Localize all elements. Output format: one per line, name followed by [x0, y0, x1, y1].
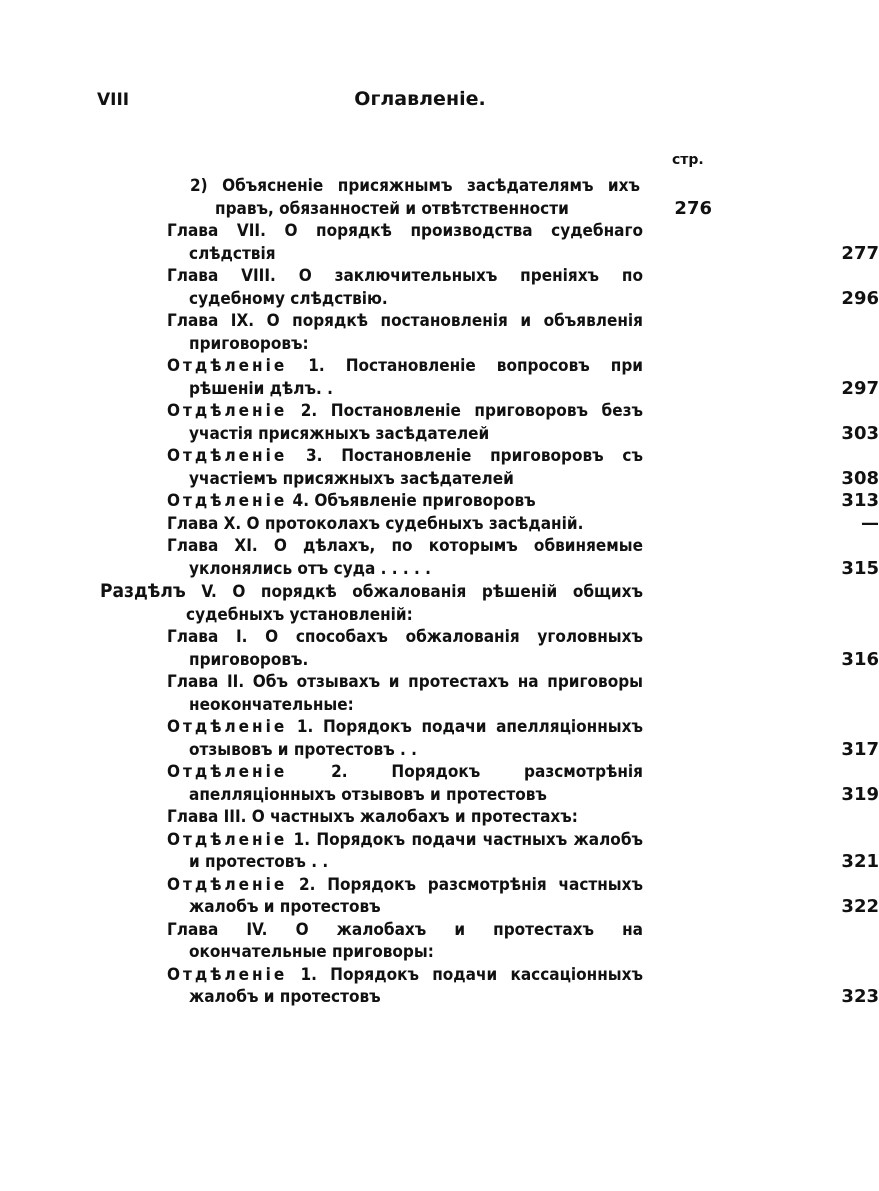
- toc-entry-title: 2. Порядокъ разсмотрѣнія апелляціонныхъ отзывовъ и протестовъ: [189, 762, 643, 805]
- toc-entry-text: [167, 535, 643, 580]
- toc-entry-page: 297: [841, 377, 879, 399]
- toc-entry: [167, 671, 643, 716]
- toc-entry-prefix: Глава: [167, 672, 219, 692]
- toc-entry: [167, 512, 879, 536]
- toc-entry-prefix: Глава: [167, 221, 219, 241]
- toc-entry: [167, 400, 879, 445]
- toc-entry-text: [167, 874, 643, 919]
- toc-entry-prefix: Отдѣленіе: [167, 762, 288, 782]
- toc-entry-page: 277: [841, 242, 879, 264]
- toc-entry-page: 321: [841, 851, 879, 872]
- toc-entry: [167, 964, 879, 1009]
- toc-entry-title: VIII. О заключительныхъ преніяхъ по судебному слѣдствію.: [189, 266, 643, 309]
- toc-entry-text: [167, 829, 643, 874]
- toc-entry-title: X. О протоколахъ судебныхъ засѣданій.: [218, 513, 584, 534]
- toc-entry-page: 296: [841, 287, 879, 309]
- toc-entry-page: 317: [841, 738, 879, 760]
- toc-entry-title: IX. О порядкѣ постановленія и объявленія приговоровъ:: [189, 311, 643, 354]
- toc-entry-title: VII. О порядкѣ производства судебнаго слѣдствія: [189, 221, 643, 264]
- toc-entry-prefix: Глава: [167, 311, 219, 331]
- toc-entry-title: III. О частныхъ жалобахъ и протестахъ:: [218, 807, 578, 827]
- toc-entry-prefix: Отдѣленіе: [167, 356, 288, 376]
- toc-entry-text: [167, 265, 643, 310]
- toc-entry-prefix: Отдѣленіе: [167, 964, 288, 985]
- toc-entry-text: [167, 671, 643, 716]
- toc-entry-prefix: Отдѣленіе: [167, 446, 288, 466]
- toc-entry-title: 2. Постановленіе приговоровъ безъ участія присяжныхъ засѣдателей: [189, 401, 643, 444]
- toc-entry: [100, 580, 643, 626]
- page-number: VIII: [97, 90, 130, 110]
- toc-entry: [167, 265, 879, 310]
- toc-entry-title: 1. Порядокъ подачи частныхъ жалобъ и протестовъ . .: [189, 829, 643, 872]
- toc-entry-text: [167, 513, 643, 536]
- toc-entry: [167, 310, 643, 355]
- toc-entry-text: [167, 716, 643, 761]
- toc-entry: [167, 716, 879, 761]
- toc-entry-page: 323: [841, 986, 879, 1007]
- toc-entry: [167, 919, 643, 964]
- toc-entry: [167, 490, 879, 513]
- toc-entry-text: [167, 761, 643, 806]
- toc-entry-title: II. Объ отзывахъ и протестахъ на приговоры неокончательные:: [189, 672, 643, 715]
- toc-entry-text: [167, 964, 643, 1009]
- toc-entry-page: 276: [674, 197, 712, 219]
- toc-entry-title: IV. О жалобахъ и протестахъ на окончательные приговоры:: [189, 919, 643, 962]
- toc-entry-text: [167, 220, 643, 265]
- toc-entry-page: 315: [841, 557, 879, 579]
- page-title: Оглавленіе.: [354, 88, 486, 110]
- toc-entry-title: XI. О дѣлахъ, по которымъ обвиняемые уклонялись отъ суда . . . . .: [189, 536, 643, 579]
- toc-entry-text: [167, 919, 643, 964]
- toc-entry: [167, 806, 643, 829]
- toc-entry-prefix: Отдѣленіе: [167, 874, 288, 895]
- toc-entry-prefix: Глава: [167, 266, 219, 286]
- toc-entry-title: 3. Постановленіе приговоровъ съ участіемъ присяжныхъ засѣдателей: [189, 446, 643, 489]
- toc-entry-page: 303: [841, 422, 879, 444]
- toc-entry-page: 313: [841, 490, 879, 511]
- toc-entry-text: [167, 806, 643, 829]
- toc-entry-title: I. О способахъ обжалованія уголовныхъ приговоровъ.: [189, 627, 643, 670]
- toc-entry-text: [167, 355, 643, 400]
- toc-entry-text: [167, 400, 643, 445]
- toc-entry-page: 319: [841, 783, 879, 805]
- toc-entry-title: 1. Порядокъ подачи кассаціонныхъ жалобъ и протестовъ: [189, 964, 643, 1007]
- toc-entry-prefix: Глава: [167, 536, 219, 556]
- toc-entry: [167, 445, 879, 490]
- toc-entry-title: V. О порядкѣ обжалованія рѣшеній общихъ судебныхъ установленій:: [185, 582, 643, 625]
- toc-entry-title: 1. Постановленіе вопросовъ при рѣшеніи дѣлъ. .: [189, 356, 643, 399]
- toc-entry-text: [167, 310, 643, 355]
- toc-entry-prefix: Отдѣленіе: [167, 491, 288, 511]
- toc-entry-page: —: [861, 512, 879, 534]
- toc-entry: [0, 175, 712, 220]
- toc-entry-text: [100, 580, 643, 626]
- toc-entry-text: [167, 445, 643, 490]
- toc-entry: [167, 829, 879, 874]
- toc-entry-prefix: Раздѣлъ: [100, 580, 186, 602]
- toc-entry-prefix: Отдѣленіе: [167, 401, 288, 421]
- toc-entry-text: [167, 490, 643, 513]
- toc-entry-title: 2) Объясненіе присяжнымъ засѣдателямъ ихъ правъ, обязанностей и отвѣтственности: [190, 176, 640, 219]
- table-of-contents: [0, 175, 879, 1009]
- toc-entry-title: 4. Объявленіе приговоровъ: [287, 491, 536, 511]
- toc-entry-page: 322: [841, 896, 879, 917]
- toc-entry-prefix: Глава: [167, 627, 219, 647]
- toc-entry: [167, 874, 879, 919]
- toc-entry: [167, 535, 879, 580]
- toc-entry: [167, 220, 879, 265]
- toc-entry-prefix: Глава: [167, 807, 219, 827]
- toc-entry-title: 1. Порядокъ подачи апелляціонныхъ отзывовъ и протестовъ . .: [189, 717, 643, 760]
- toc-entry: [167, 355, 879, 400]
- toc-entry: [167, 626, 879, 671]
- toc-entry-prefix: Глава: [167, 919, 219, 940]
- toc-entry-prefix: Глава: [167, 513, 219, 534]
- toc-entry-prefix: Отдѣленіе: [167, 717, 288, 737]
- toc-entry-page: 308: [841, 467, 879, 489]
- toc-entry-page: 316: [841, 648, 879, 670]
- toc-entry-prefix: Отдѣленіе: [167, 829, 288, 850]
- toc-entry-text: [167, 626, 643, 671]
- toc-entry-text: [190, 175, 640, 220]
- toc-entry: [167, 761, 879, 806]
- page-column-label: стр.: [672, 152, 704, 168]
- toc-entry-title: 2. Порядокъ разсмотрѣнія частныхъ жалобъ и протестовъ: [189, 874, 643, 917]
